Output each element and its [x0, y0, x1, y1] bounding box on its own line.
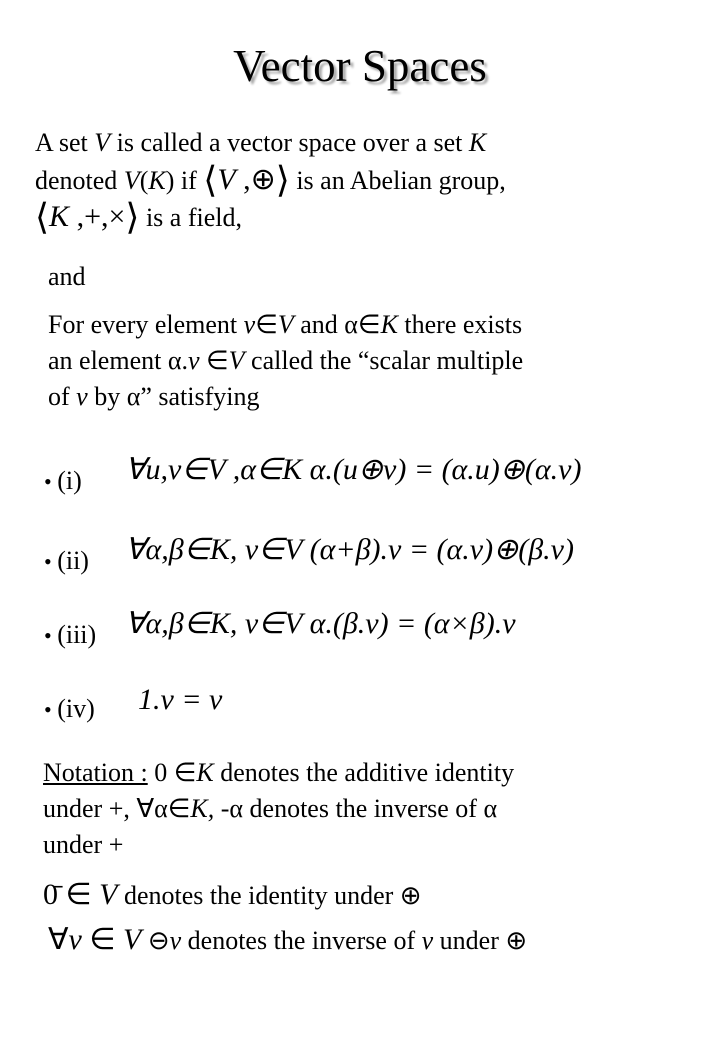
text-segment: K [468, 128, 487, 157]
text-segment: K [380, 310, 398, 339]
text-segment: denotes the identity under ⊕ [117, 881, 422, 910]
text-segment: denotes the additive identity [213, 758, 515, 787]
notation-line-3 [43, 830, 123, 860]
text-segment: by α” satisfying [87, 382, 260, 411]
text-segment: of [48, 382, 77, 411]
text-segment: denoted [35, 166, 124, 195]
axiom-formula-2: ∀α,β∈K, v∈V (α+β).v = (α.v)⊕(β.v) [125, 533, 574, 566]
text-segment: v [243, 310, 256, 339]
text-segment: ⟩ [125, 197, 140, 237]
text-segment: and [48, 262, 86, 291]
text-segment: • [44, 469, 58, 494]
text-segment: V [123, 166, 140, 195]
text-segment: under +, ∀α∈ [43, 794, 191, 823]
text-segment: an element α. [48, 346, 188, 375]
text-segment: Notation : [43, 758, 148, 787]
text-segment: ( [139, 166, 149, 195]
text-segment: For every element [48, 310, 244, 339]
axiom-ii-label [44, 546, 89, 577]
definition-line-1 [35, 128, 486, 158]
text-segment: (iii) [57, 620, 97, 649]
text-segment: ⟨ [203, 160, 218, 200]
notation-line-1 [43, 758, 514, 788]
text-segment: is called a vector space over a set [110, 128, 469, 157]
text-segment: ) if [165, 166, 204, 195]
text-segment: (i) [57, 466, 82, 495]
text-segment: v [421, 926, 434, 955]
text-segment: ,+,× [69, 200, 126, 233]
inverse-vector-notation [48, 925, 527, 956]
text-segment: v [68, 923, 82, 956]
text-segment: v [169, 926, 182, 955]
zero-vector-notation [43, 880, 422, 911]
text-segment: V [217, 163, 236, 196]
text-segment: V [123, 923, 142, 956]
text-segment: K [49, 200, 70, 233]
text-segment: denotes the inverse of [181, 926, 422, 955]
text-segment: K [196, 758, 214, 787]
text-segment: (ii) [57, 546, 89, 575]
page-title: Vector Spaces [233, 41, 487, 91]
text-segment: K, [190, 794, 215, 823]
scalar-line-1 [48, 310, 522, 340]
text-segment: called the “scalar multiple [244, 346, 524, 375]
text-segment: ,⊕ [235, 163, 276, 196]
axiom-formula-3: ∀α,β∈K, v∈V α.(β.v) = (α×β).v [125, 607, 516, 640]
axiom-formula-4: 1.v = v [138, 683, 223, 716]
text-segment: ∀ [48, 923, 69, 956]
text-segment: V [228, 346, 245, 375]
text-segment: under + [43, 830, 124, 859]
axiom-i-label [44, 466, 82, 497]
text-segment: V [99, 878, 118, 911]
text-segment: v [76, 382, 88, 411]
text-segment: (iv) [57, 694, 95, 723]
definition-line-2 [35, 160, 506, 200]
text-segment: • [44, 697, 58, 722]
text-segment: K [148, 166, 166, 195]
text-segment: ∈ [81, 923, 123, 956]
text-segment: A set [35, 128, 95, 157]
text-segment: ⟩ [275, 160, 290, 200]
text-segment: V [94, 128, 111, 157]
text-segment: • [44, 623, 58, 648]
text-segment: ⟨ [35, 197, 50, 237]
text-segment: there exists [397, 310, 523, 339]
text-segment: 0̄ ∈ [43, 878, 100, 911]
text-segment: ∈ [255, 310, 278, 339]
text-segment: is an Abelian group, [289, 166, 506, 195]
text-segment: -α denotes the inverse of α [214, 794, 498, 823]
definition-line-3 [35, 197, 242, 237]
and-text [48, 262, 86, 292]
scalar-line-3 [48, 382, 260, 412]
scalar-line-2 [48, 346, 523, 376]
text-segment: is a field, [139, 203, 242, 232]
text-segment: 0 ∈ [147, 758, 197, 787]
text-segment: and α∈ [293, 310, 381, 339]
text-segment: ⊖ [141, 926, 170, 955]
axiom-formula-1: ∀u,v∈V ,α∈K α.(u⊕v) = (α.u)⊕(α.v) [125, 453, 582, 486]
text-segment: • [44, 549, 58, 574]
text-segment: v [187, 346, 200, 375]
text-segment: under ⊕ [433, 926, 528, 955]
text-segment: V [277, 310, 294, 339]
axiom-iv-label [44, 694, 95, 725]
notation-line-2 [43, 794, 497, 824]
text-segment: ∈ [199, 346, 229, 375]
axiom-iii-label [44, 620, 96, 651]
